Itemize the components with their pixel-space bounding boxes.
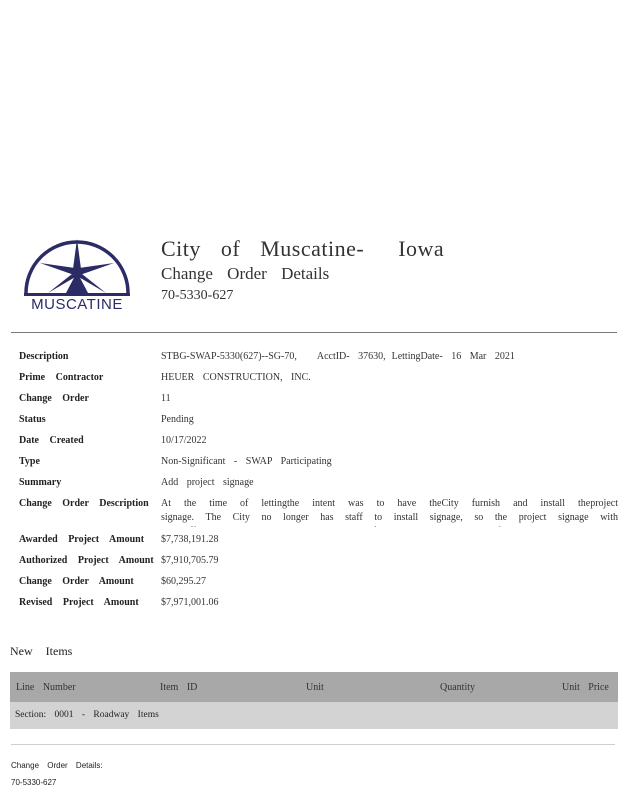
section-row: [10, 702, 618, 729]
new-items-table: [10, 672, 618, 729]
detail-label: Date Created: [19, 435, 84, 446]
detail-value: Non-Significant - SWAP Participating: [161, 456, 332, 467]
lighthouse-logo-icon: [20, 236, 134, 314]
detail-label: Revised Project Amount: [19, 597, 139, 608]
detail-row-summary: [19, 476, 618, 497]
detail-row-type: [19, 455, 618, 476]
table-header: [10, 672, 618, 702]
detail-value: $7,910,705.79: [161, 555, 219, 566]
detail-label: Authorized Project Amount: [19, 555, 154, 566]
column-header-unit-price: Unit Price: [562, 682, 609, 693]
new-items-heading: New Items: [10, 644, 73, 658]
project-number: 70-5330-627: [161, 288, 234, 303]
detail-label: Change Order: [19, 393, 89, 404]
detail-label: Type: [19, 456, 40, 467]
detail-row-change-order-amount: [19, 575, 618, 596]
detail-value: 11: [161, 393, 171, 404]
detail-value: HEUER CONSTRUCTION, INC.: [161, 372, 311, 383]
detail-label: Change Order Amount: [19, 576, 134, 587]
detail-row-prime-contractor: [19, 371, 618, 392]
header-divider: [11, 332, 617, 333]
detail-value: At the time of lettingthe intent was to have theCity furnish and install theproject signage. The City no longer has staff to install signage, so the project signage with: [161, 498, 618, 523]
detail-row-date-created: [19, 434, 618, 455]
detail-label: Status: [19, 414, 46, 425]
logo-text: MUSCATINE: [31, 296, 123, 313]
detail-value: $7,738,191.28: [161, 534, 219, 545]
page-title: [161, 236, 444, 262]
detail-value: [161, 350, 618, 364]
footer-title: Change Order Details:: [11, 761, 103, 770]
footer-number: 70-5330-627: [11, 778, 57, 787]
detail-row-authorized-amount: [19, 554, 618, 575]
detail-label: Change Order Description: [19, 498, 149, 509]
muscatine-logo: [20, 236, 134, 314]
detail-row-awarded-amount: [19, 533, 618, 554]
detail-value: Add project signage: [161, 477, 254, 488]
detail-label: Awarded Project Amount: [19, 534, 145, 545]
detail-row-revised-amount: [19, 596, 618, 617]
detail-value: $60,295.27: [161, 576, 206, 587]
state-name: Iowa: [398, 236, 445, 261]
column-header-unit: Unit: [306, 682, 324, 693]
footer-divider: [11, 744, 615, 745]
detail-row-change-order-description: [19, 497, 618, 533]
column-header-item-id: Item ID: [160, 682, 198, 693]
section-label: Section: 0001 - Roadway Items: [15, 710, 159, 720]
detail-row-status: [19, 413, 618, 434]
details-table: [19, 350, 618, 617]
detail-row-description: [19, 350, 618, 371]
detail-label: Prime Contractor: [19, 372, 104, 383]
detail-label: Description: [19, 351, 69, 362]
document-header: [161, 236, 444, 304]
letting-date: LettingDate- 16 Mar 2021: [391, 351, 515, 362]
column-header-line-number: Line Number: [16, 682, 76, 693]
column-header-quantity: Quantity: [440, 682, 475, 693]
description-code: STBG-SWAP-5330(627)--SG-70,: [161, 351, 297, 362]
page-footer: [11, 757, 103, 791]
page-subtitle: Change Order Details: [161, 264, 330, 283]
detail-label: Summary: [19, 477, 62, 488]
city-name: City of Muscatine-: [161, 236, 365, 261]
detail-value: 10/17/2022: [161, 435, 207, 446]
detail-row-change-order: [19, 392, 618, 413]
detail-value: Pending: [161, 414, 194, 425]
acct-id: AcctID- 37630,: [316, 351, 386, 362]
detail-value: $7,971,001.06: [161, 597, 219, 608]
